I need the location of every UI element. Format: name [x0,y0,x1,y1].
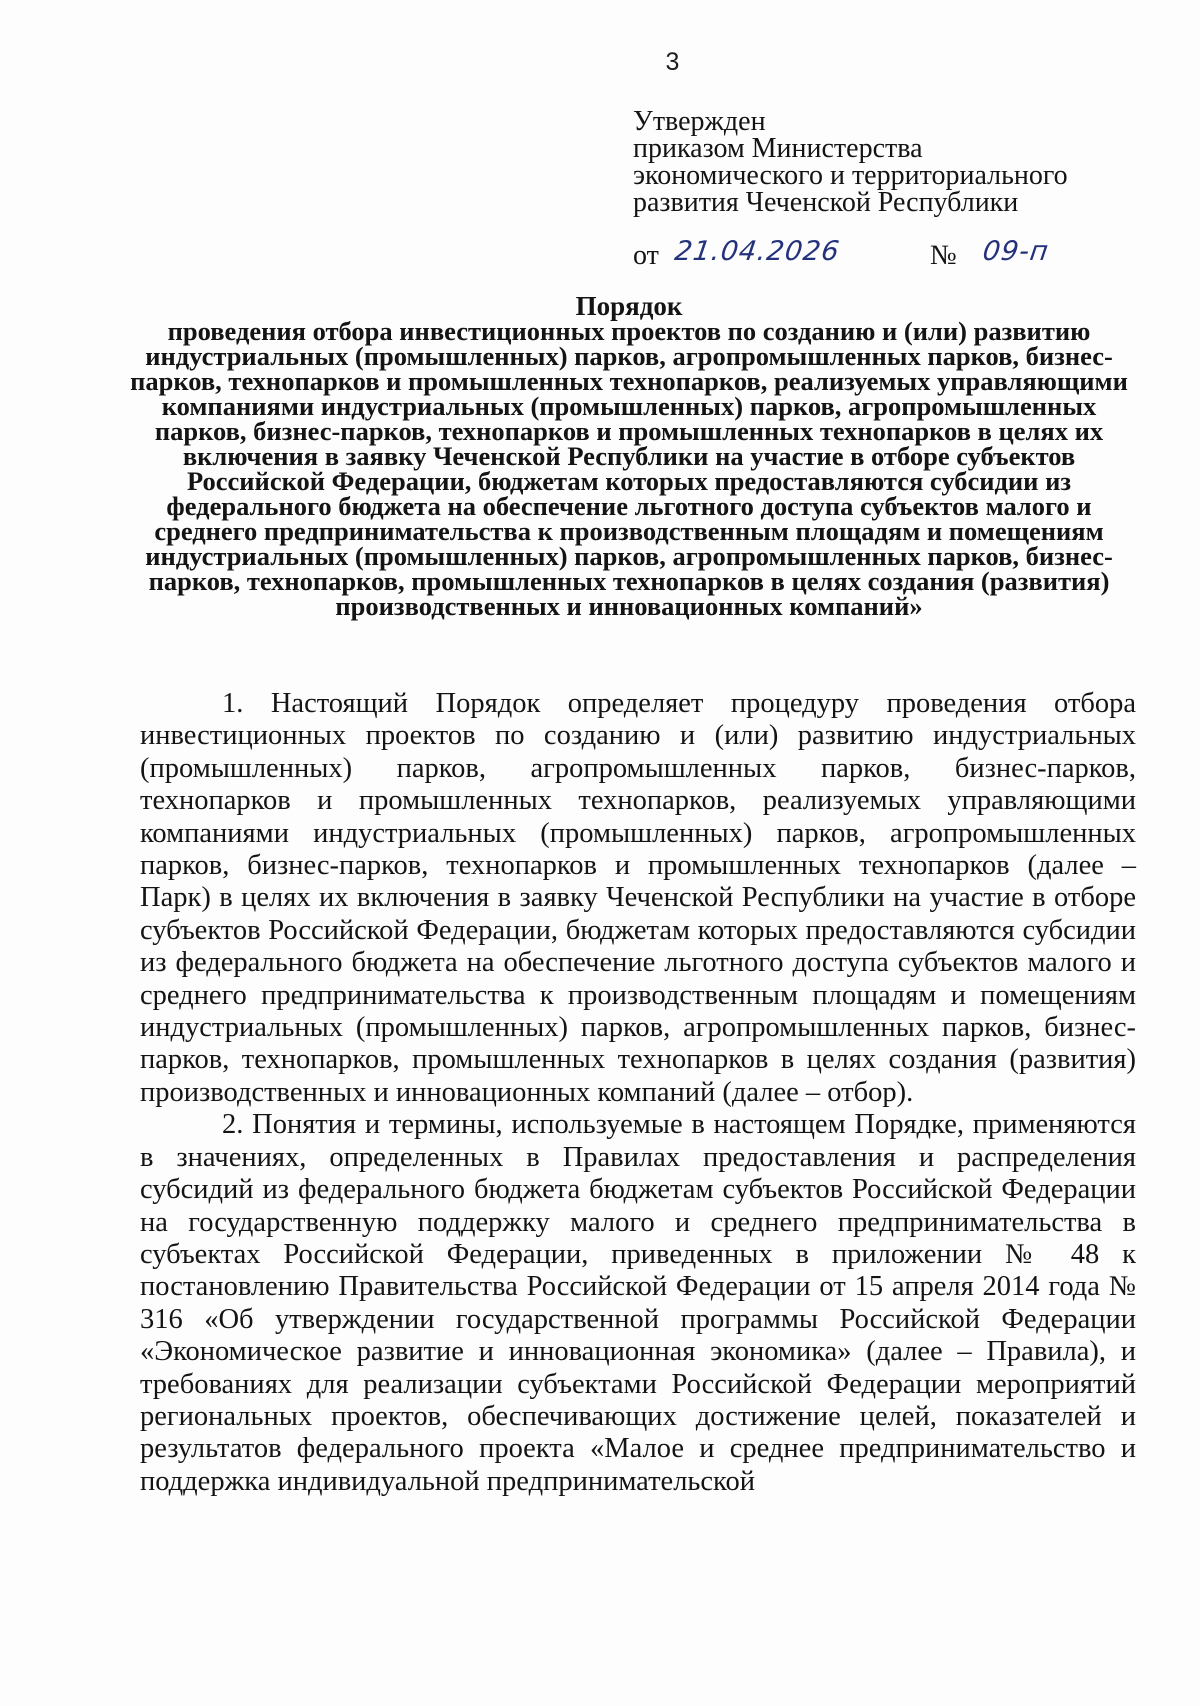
paragraph-2: 2. Понятия и термины, используемые в настоящем Порядке, применяются в значениях, определенных в Правилах предоставления и распределения субсидий из федерального бюджета бюджетам субъектов Российской Федерации на государственную поддержку малого и среднего предпринимательства в субъектах Российской Федерации, приведенных в приложении № 48 к постановлению Правительства Российской Федерации от 15 апреля 2014 года № 316 «Об утверждении государственной программы Российской Федерации «Экономическое развитие и инновационная экономика» (далее – Правила), и требованиях для реализации субъектами Российской Федерации мероприятий региональных проектов, обеспечивающих достижение целей, показателей и результатов федерального проекта «Малое и среднее предпринимательство и поддержка индивидуальной предпринимательской [140,1109,1136,1497]
page-number: 3 [665,48,680,76]
number-label: № [930,240,957,271]
date-label: от [633,240,659,271]
approval-line: развития Чеченской Республики [633,187,1019,218]
title-main: Порядок [575,291,683,321]
approval-line: приказом Министерства [633,133,923,164]
order-date-line [633,236,1153,276]
approval-line: экономического и территориального [633,160,1068,191]
approval-line: Утвержден [633,106,766,137]
approval-block [633,108,1153,216]
title-subtitle: проведения отбора инвестиционных проектов по созданию и (или) развитию индустриальных (промышленных) парков, агропромышленных парков, бизнес-парков, технопарков и промышленных технопарков, реализуемых управляющими компаниями индустриальных (промышленных) парков, агропромышленных парков, бизнес-парков, технопарков и промышленных технопарков в целях их включения в заявку Чеченской Республики на участие в отборе субъектов Российской Федерации, бюджетам которых предоставляются субсидии из федерального бюджета на обеспечение льготного доступа субъектов малого и среднего предпринимательства к производственным площадям и помещениям индустриальных (промышленных) парков, агропромышленных парков, бизнес-парков, технопарков, промышленных технопарков в целях создания (развития) производственных и инновационных компаний» [130,316,1128,621]
paragraph-1: 1. Настоящий Порядок определяет процедуру проведения отбора инвестиционных проектов по созданию и (или) развитию индустриальных (промышленных) парков, агропромышленных парков, бизнес-парков, технопарков и промышленных технопарков, реализуемых управляющими компаниями индустриальных (промышленных) парков, агропромышленных парков, бизнес-парков, технопарков и промышленных технопарков (далее – Парк) в целях их включения в заявку Чеченской Республики на участие в отборе субъектов Российской Федерации, бюджетам которых предоставляются субсидии из федерального бюджета на обеспечение льготного доступа субъектов малого и среднего предпринимательства к производственным площадям и помещениям индустриальных (промышленных) парков, агропромышленных парков, бизнес-парков, технопарков, промышленных технопарков в целях создания (развития) производственных и инновационных компаний (далее – отбор). [140,688,1136,1108]
handwritten-order-number: 09-п [980,236,1051,267]
document-body [140,688,1136,1498]
document-title [126,291,1132,621]
handwritten-date: 21.04.2026 [672,236,842,267]
